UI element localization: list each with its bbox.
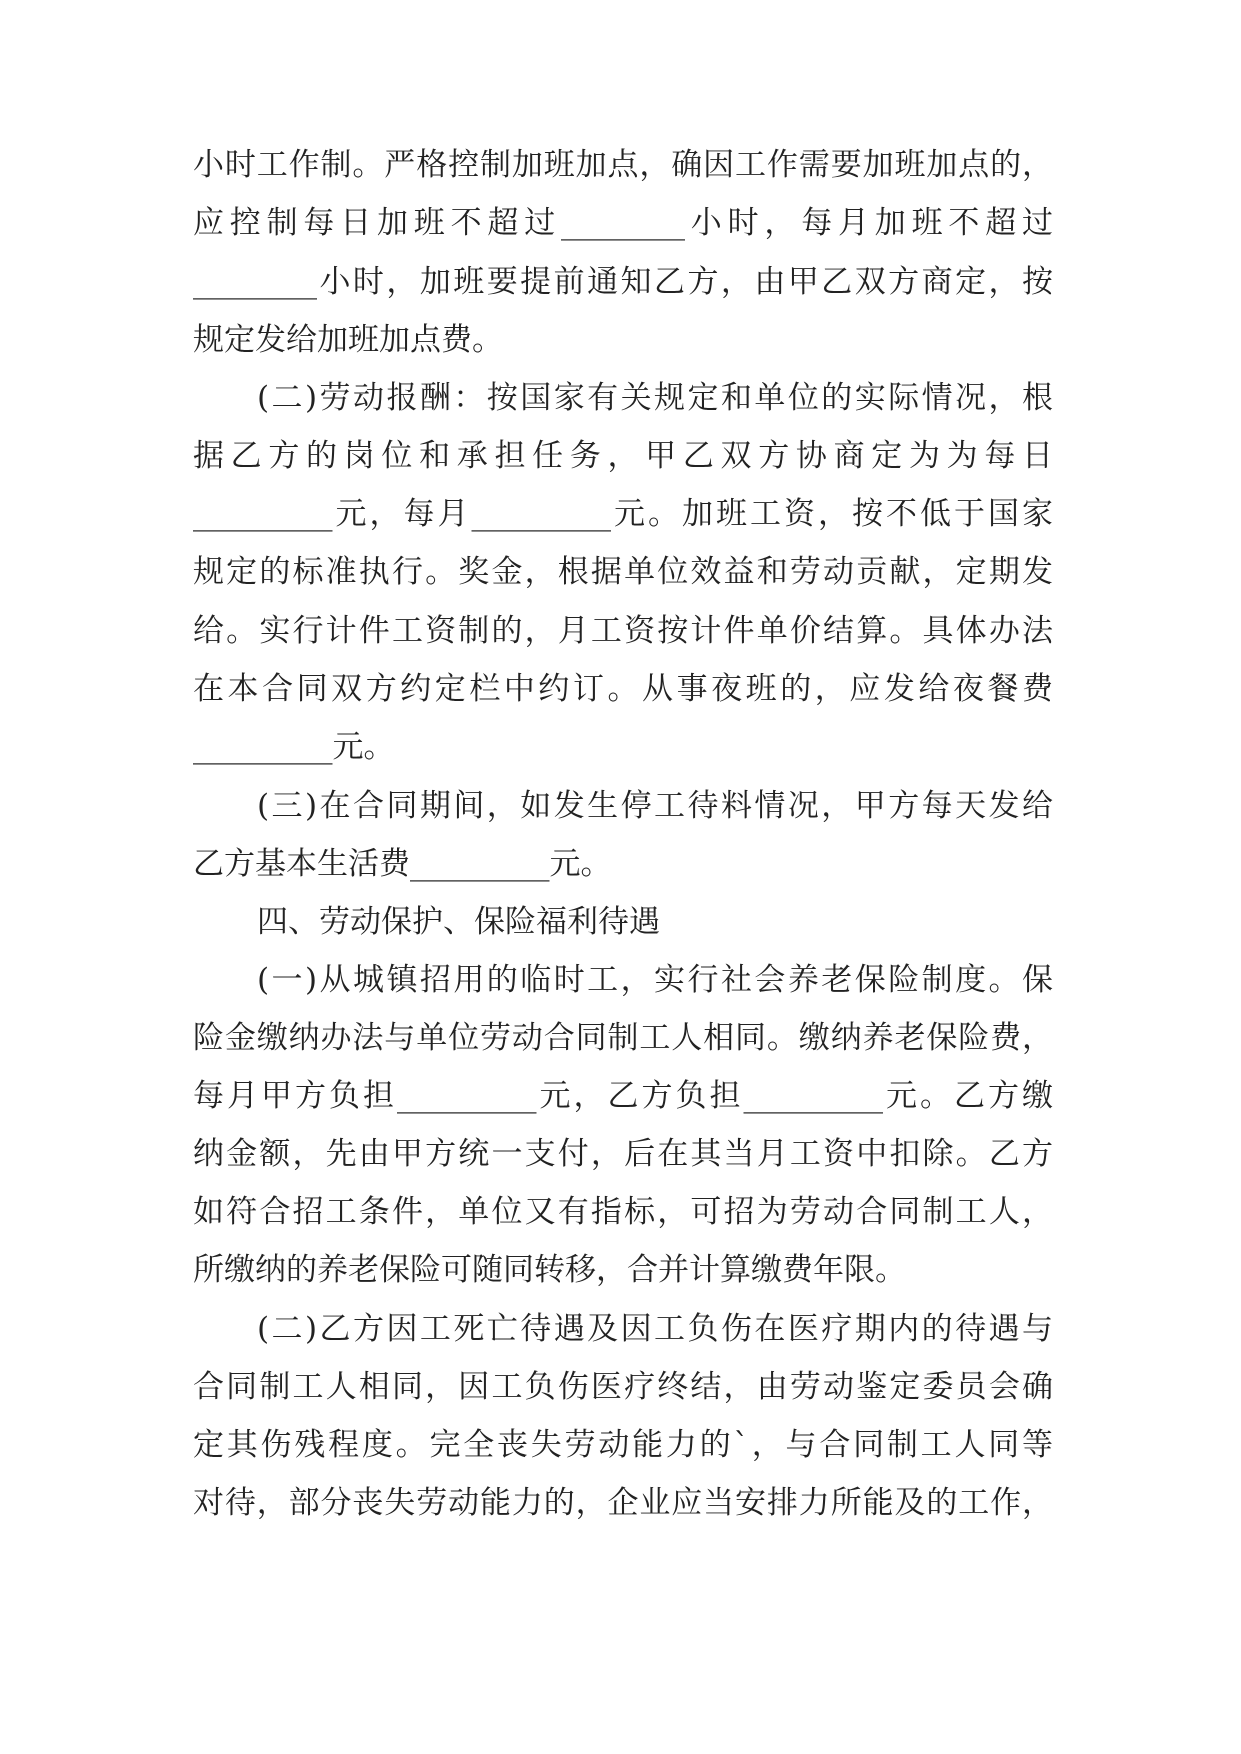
text-line: 小时工作制。严格控制加班加点，确因工作需要加班加点的，	[193, 147, 1053, 183]
section-heading: 四、劳动保护、保险福利待遇	[257, 904, 660, 940]
text-line: 每月甲方负担_________元，乙方负担_________元。乙方缴	[193, 1078, 1053, 1114]
text-line: 应控制每日加班不超过________小时，每月加班不超过	[193, 205, 1053, 241]
text-line: 据乙方的岗位和承担任务，甲乙双方协商定为为每日	[193, 438, 1053, 474]
text-line: (一)从城镇招用的临时工，实行社会养老保险制度。保	[257, 962, 1053, 998]
text-line: 规定发给加班加点费。	[193, 322, 503, 358]
text-line: 在本合同双方约定栏中约订。从事夜班的，应发给夜餐费	[193, 671, 1053, 707]
text-line: ________小时，加班要提前通知乙方，由甲乙双方商定，按	[193, 264, 1053, 300]
text-line: 纳金额，先由甲方统一支付，后在其当月工资中扣除。乙方	[193, 1136, 1053, 1172]
text-line: _________元。	[193, 729, 395, 765]
text-line: 给。实行计件工资制的，月工资按计件单价结算。具体办法	[193, 613, 1053, 649]
text-line: 如符合招工条件，单位又有指标，可招为劳动合同制工人，	[193, 1194, 1053, 1230]
text-line: 所缴纳的养老保险可随同转移，合并计算缴费年限。	[193, 1252, 906, 1288]
text-line: 合同制工人相同，因工负伤医疗终结，由劳动鉴定委员会确	[193, 1369, 1053, 1405]
text-line: 对待，部分丧失劳动能力的，企业应当安排力所能及的工作，	[193, 1485, 1053, 1521]
text-line: (三)在合同期间，如发生停工待料情况，甲方每天发给	[257, 788, 1053, 824]
text-line: (二)劳动报酬：按国家有关规定和单位的实际情况，根	[257, 380, 1053, 416]
text-line: _________元，每月_________元。加班工资，按不低于国家	[193, 496, 1053, 532]
text-line: (二)乙方因工死亡待遇及因工负伤在医疗期内的待遇与	[257, 1311, 1053, 1347]
text-line: 险金缴纳办法与单位劳动合同制工人相同。缴纳养老保险费，	[193, 1020, 1053, 1056]
text-line: 规定的标准执行。奖金，根据单位效益和劳动贡献，定期发	[193, 554, 1053, 590]
text-line: 定其伤残程度。完全丧失劳动能力的`，与合同制工人同等	[193, 1427, 1053, 1463]
text-line: 乙方基本生活费_________元。	[193, 846, 612, 882]
